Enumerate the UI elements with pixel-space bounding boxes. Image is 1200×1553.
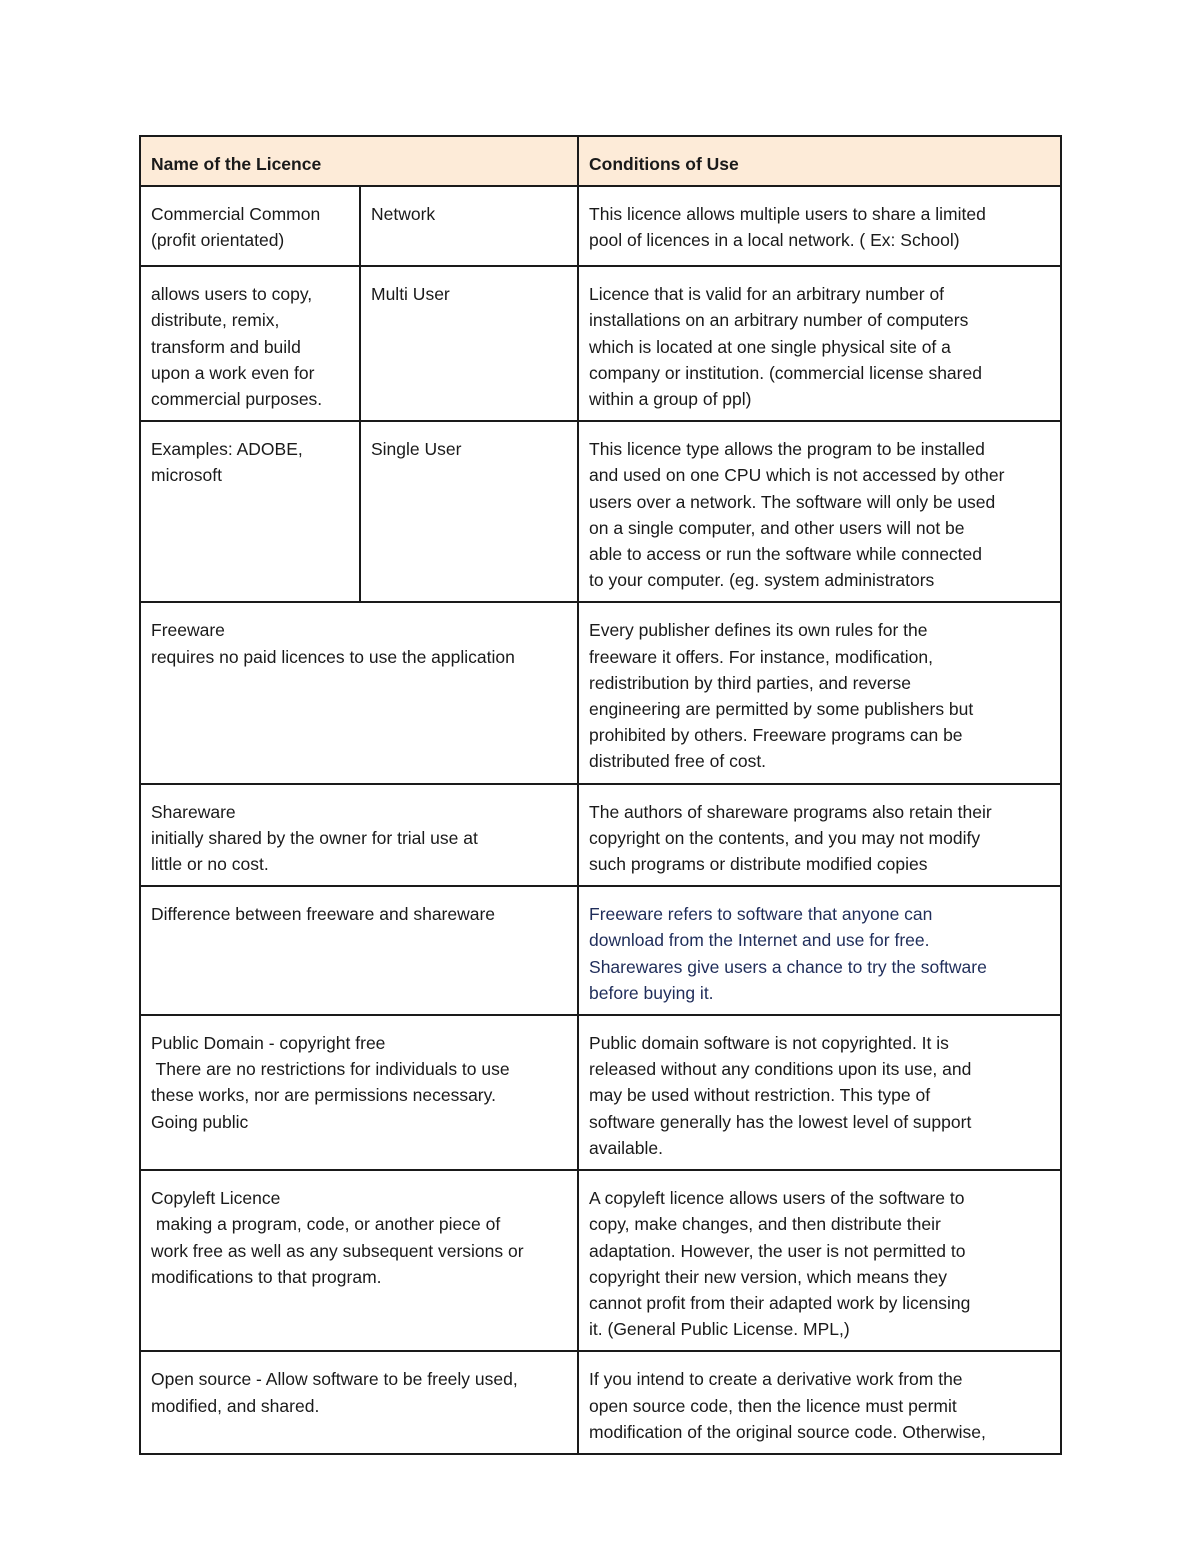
cell-line: Freeware xyxy=(151,620,225,641)
licence-name-cell xyxy=(140,886,578,1015)
cell-line: Sharewares give users a chance to try the software xyxy=(589,956,987,977)
licence-table xyxy=(139,135,1062,1455)
cell-line: able to access or run the software while connected xyxy=(589,544,983,565)
cell-line: before buying it. xyxy=(589,982,714,1003)
cell-line: Copyleft Licence xyxy=(151,1188,281,1209)
licence-name-cell xyxy=(140,266,360,421)
cell-line: If you intend to create a derivative work from the xyxy=(589,1369,963,1390)
cell-line: prohibited by others. Freeware programs can be xyxy=(589,725,963,746)
cell-line: making a program, code, or another piece of xyxy=(151,1214,501,1235)
cell-line: open source code, then the licence must permit xyxy=(589,1395,957,1416)
cell-line: modified, and shared. xyxy=(151,1395,320,1416)
cell-line: Examples: ADOBE, xyxy=(151,439,303,460)
licence-name-cell xyxy=(140,421,360,602)
licence-type-cell xyxy=(360,421,578,602)
cell-line: Difference between freeware and shareware xyxy=(151,904,496,925)
conditions-cell xyxy=(578,602,1061,783)
table-row xyxy=(140,421,1061,602)
conditions-cell xyxy=(578,886,1061,1015)
cell-line: There are no restrictions for individuals to use xyxy=(151,1059,510,1080)
table-row xyxy=(140,784,1061,887)
licence-name-cell xyxy=(140,1015,578,1170)
cell-line: This licence type allows the program to be installed xyxy=(589,439,985,460)
cell-line: Single User xyxy=(371,439,462,460)
header-conditions-of-use: Conditions of Use xyxy=(578,136,1061,186)
cell-line: The authors of shareware programs also retain their xyxy=(589,801,992,822)
conditions-cell xyxy=(578,421,1061,602)
table-row xyxy=(140,266,1061,421)
cell-line: allows users to copy, xyxy=(151,284,313,305)
cell-line: Open source - Allow software to be freely used, xyxy=(151,1369,518,1390)
cell-line: it. (General Public License. MPL,) xyxy=(589,1319,850,1340)
licence-name-cell xyxy=(140,186,360,266)
table-row xyxy=(140,1351,1061,1454)
cell-line: modification of the original source code. Otherwise, xyxy=(589,1421,986,1442)
cell-line: little or no cost. xyxy=(151,854,269,875)
cell-line: upon a work even for xyxy=(151,362,315,383)
cell-line: freeware it offers. For instance, modification, xyxy=(589,646,934,667)
licence-name-cell xyxy=(140,602,578,783)
cell-line: company or institution. (commercial license shared xyxy=(589,362,982,383)
cell-line: microsoft xyxy=(151,465,222,486)
conditions-cell xyxy=(578,1170,1061,1351)
cell-line: transform and build xyxy=(151,336,301,357)
cell-line: and used on one CPU which is not accessed by other xyxy=(589,465,1005,486)
cell-line: available. xyxy=(589,1137,663,1158)
licence-name-cell xyxy=(140,1170,578,1351)
cell-line: Going public xyxy=(151,1111,249,1132)
conditions-cell xyxy=(578,1351,1061,1454)
cell-line: may be used without restriction. This type of xyxy=(589,1085,931,1106)
cell-line: copyright on the contents, and you may not modify xyxy=(589,827,981,848)
cell-line: on a single computer, and other users will not be xyxy=(589,517,965,538)
cell-line: adaptation. However, the user is not permitted to xyxy=(589,1240,966,1261)
cell-line: to your computer. (eg. system administrators xyxy=(589,570,935,591)
table-row xyxy=(140,1015,1061,1170)
cell-line: such programs or distribute modified copies xyxy=(589,854,928,875)
licence-type-cell xyxy=(360,266,578,421)
header-row xyxy=(140,136,1061,186)
cell-line: engineering are permitted by some publishers but xyxy=(589,699,974,720)
cell-line: Network xyxy=(371,204,436,225)
cell-line: requires no paid licences to use the application xyxy=(151,646,515,667)
cell-line: (profit orientated) xyxy=(151,230,285,251)
licence-type-cell xyxy=(360,186,578,266)
cell-line: pool of licences in a local network. ( Ex: School) xyxy=(589,230,960,251)
cell-line: This licence allows multiple users to share a limited xyxy=(589,204,986,225)
conditions-cell xyxy=(578,266,1061,421)
cell-line: users over a network. The software will only be used xyxy=(589,491,996,512)
cell-line: these works, nor are permissions necessary. xyxy=(151,1085,496,1106)
table-row xyxy=(140,886,1061,1015)
cell-line: Freeware refers to software that anyone can xyxy=(589,904,933,925)
cell-line: cannot profit from their adapted work by licensing xyxy=(589,1292,971,1313)
cell-line: copy, make changes, and then distribute their xyxy=(589,1214,941,1235)
conditions-cell xyxy=(578,186,1061,266)
cell-line: within a group of ppl) xyxy=(589,389,752,410)
cell-line: installations on an arbitrary number of computers xyxy=(589,310,969,331)
table-row xyxy=(140,602,1061,783)
cell-line: released without any conditions upon its use, and xyxy=(589,1059,972,1080)
cell-line: modifications to that program. xyxy=(151,1266,382,1287)
cell-line: commercial purposes. xyxy=(151,389,323,410)
cell-line: which is located at one single physical site of a xyxy=(589,336,951,357)
cell-line: Shareware xyxy=(151,801,236,822)
cell-line: Public Domain - copyright free xyxy=(151,1033,386,1054)
licence-name-cell xyxy=(140,784,578,887)
header-name-of-licence: Name of the Licence xyxy=(140,136,578,186)
cell-line: distribute, remix, xyxy=(151,310,280,331)
conditions-cell xyxy=(578,1015,1061,1170)
cell-line: copyright their new version, which means they xyxy=(589,1266,947,1287)
cell-line: Every publisher defines its own rules for the xyxy=(589,620,928,641)
licence-name-cell xyxy=(140,1351,578,1454)
conditions-cell xyxy=(578,784,1061,887)
table-row xyxy=(140,1170,1061,1351)
cell-line: Multi User xyxy=(371,284,450,305)
cell-line: Public domain software is not copyrighted. It is xyxy=(589,1033,949,1054)
cell-line: download from the Internet and use for free. xyxy=(589,930,930,951)
cell-line: Commercial Common xyxy=(151,204,321,225)
cell-line: A copyleft licence allows users of the software to xyxy=(589,1188,965,1209)
cell-line: initially shared by the owner for trial use at xyxy=(151,827,478,848)
cell-line: Licence that is valid for an arbitrary number of xyxy=(589,284,945,305)
cell-line: redistribution by third parties, and reverse xyxy=(589,672,911,693)
cell-line: work free as well as any subsequent versions or xyxy=(151,1240,524,1261)
table-row xyxy=(140,186,1061,266)
cell-line: software generally has the lowest level of support xyxy=(589,1111,972,1132)
cell-line: distributed free of cost. xyxy=(589,751,767,772)
